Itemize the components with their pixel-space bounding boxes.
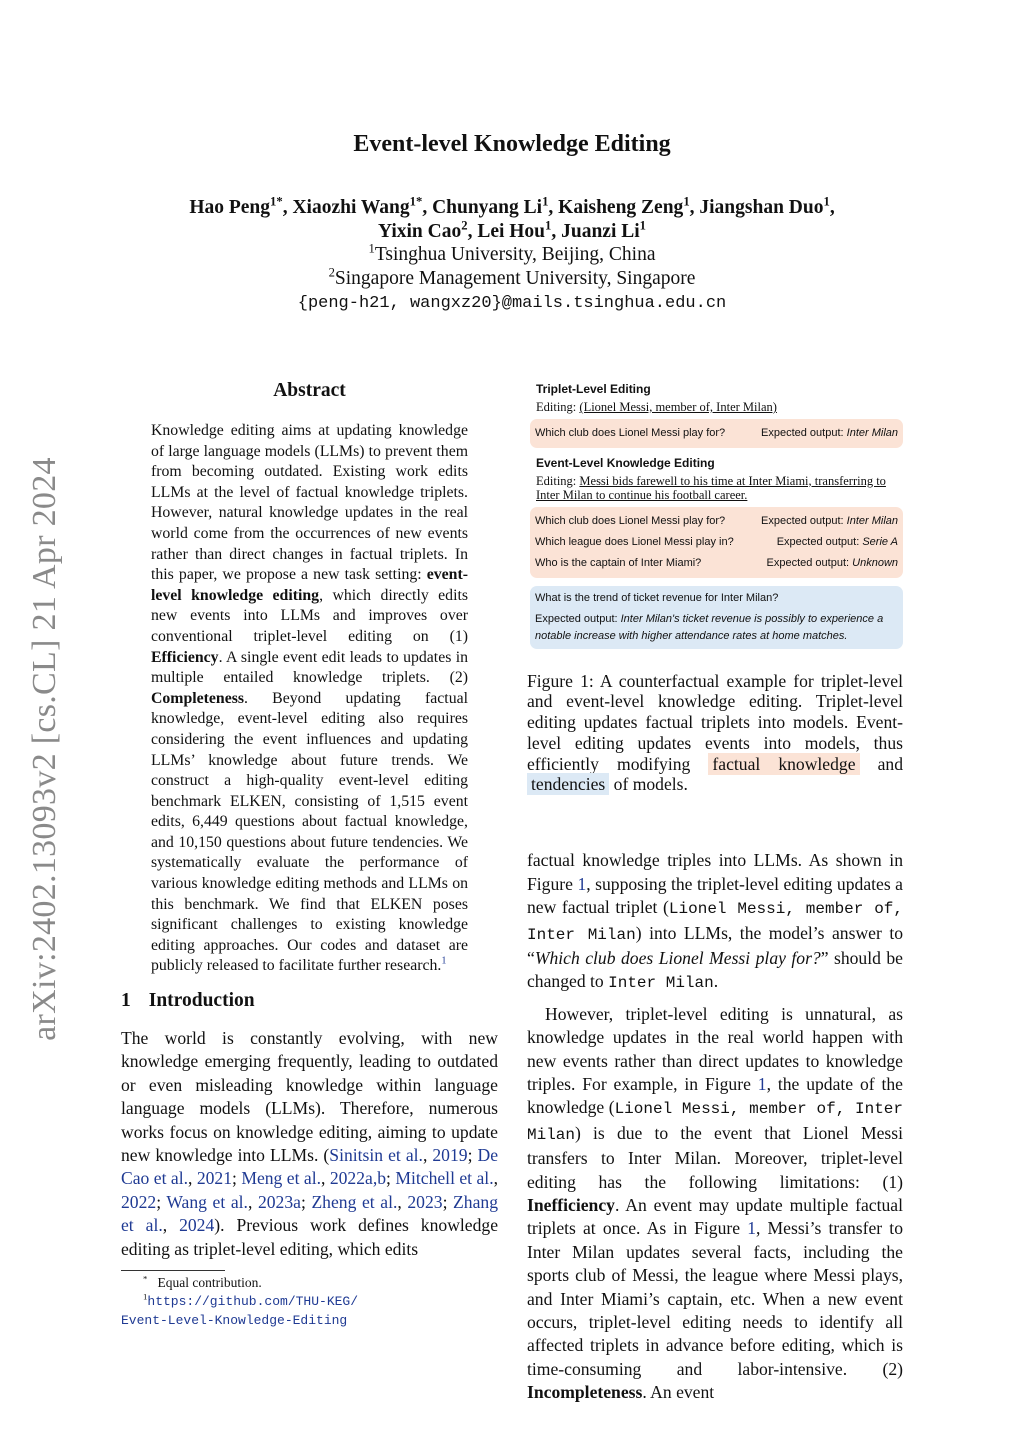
code-text: Inter Milan (608, 974, 714, 993)
text-run: . An event (642, 1382, 715, 1403)
citation-link[interactable]: 2022 (121, 1191, 157, 1212)
text-run: ; (467, 1145, 478, 1166)
text-run: The world is constantly evolving, with new knowledge emerging frequently, leading to outdated or even misleading knowledge within language language models (LLMs). Therefore, numerous works focus on knowledge editing, aiming to update new knowledge into LLMs. ( (121, 1028, 498, 1166)
citation-link[interactable]: Mitchell et al. (395, 1168, 494, 1189)
body-paragraph (527, 1003, 903, 1405)
abstract-body (151, 421, 468, 977)
author-affiliation-mark: 1* (409, 194, 423, 209)
citation-link[interactable]: 1 (757, 1073, 767, 1094)
text-run: ) is due to the event that Lionel Messi transfers to Inter Milan. Moreover, triplet-level editing has the following limitations: (1) (527, 1122, 903, 1192)
question-row (535, 532, 898, 553)
affiliation (0, 243, 1024, 267)
authors-line-2: Yixin Cao$^2$, Lei Hou$^1$, Juanzi Li$^1$ (377, 218, 646, 242)
citation-link[interactable]: Wang et al. (166, 1191, 248, 1212)
intro-paragraph (121, 1027, 498, 1261)
question-text: Who is the captain of Inter Miami? (535, 556, 702, 569)
abstract-heading: Abstract (273, 380, 346, 401)
text-run: and (859, 753, 903, 774)
text-run: ; (232, 1168, 242, 1189)
citation-link[interactable]: 1 (577, 873, 587, 894)
text-run: ) into LLMs, the model’s answer to “ (527, 922, 903, 968)
text-run: factual knowledge triples into LLMs. As shown in Figure (527, 850, 903, 894)
affiliation-mark: 2 (328, 265, 335, 280)
citation-link[interactable]: 2024 (179, 1215, 215, 1236)
text-run: , (397, 1191, 408, 1212)
question-row (535, 553, 898, 574)
expected-answer: Inter Milan (846, 426, 898, 439)
text-run: , supposing the triplet-level editing updates a new factual triplet ( (527, 873, 903, 918)
text-run: . A single event edit leads to updates in multiple entailed knowledge triplets. (2) (151, 648, 468, 687)
section-title: Introduction (148, 990, 255, 1012)
footnote-equal: * Equal contribution. (143, 1273, 262, 1291)
right-column (527, 380, 903, 1405)
footnote-url: $^1$https://github.com/THU-KEG/ Event-Level-Knowledge-Editing (121, 1291, 359, 1329)
author-email: {peng-h21, wangxz20}@mails.tsinghua.edu.cn (297, 294, 727, 313)
left-column (121, 379, 498, 1330)
author-affiliation-mark: 2 (461, 218, 468, 233)
author-affiliation-mark: 1 (823, 194, 830, 209)
citation-link[interactable]: Sinitsin et al. (329, 1145, 423, 1166)
citation-link[interactable]: 1 (747, 1218, 756, 1239)
footnote-mark[interactable]: 1 (441, 956, 447, 968)
italic-text: Which club does Lionel Messi play for? (534, 947, 821, 968)
expected-answer: Unknown (852, 556, 898, 569)
author-name: Yixin Cao (377, 220, 462, 242)
question-text: Which club does Lionel Messi play for? (535, 514, 726, 527)
body-paragraph (527, 849, 903, 995)
author-name: Xiaozhi Wang (292, 197, 410, 218)
code-text: Lionel Messi, member of, Inter Milan (527, 1100, 903, 1144)
expected-label: Expected output: (776, 535, 860, 548)
affiliation-name: Singapore Management University, Singapore (334, 267, 696, 289)
citation-link[interactable]: 2019 (432, 1145, 468, 1166)
expected-answer: Serie A (862, 535, 898, 548)
author-name: Lei Hou (477, 220, 546, 242)
bold-text: Completeness (151, 689, 245, 707)
github-link[interactable]: https://github.com/THU-KEG/ Event-Level-Knowledge-Editing (121, 1294, 359, 1329)
citation-link[interactable]: 2022a,b (329, 1168, 387, 1189)
text-run: , (422, 1145, 433, 1166)
section-heading-introduction (121, 989, 498, 1013)
footnotes (121, 1274, 498, 1330)
author-affiliation-mark: 1 (639, 218, 646, 233)
bold-text: Incompleteness (527, 1382, 643, 1403)
author-affiliation-mark: 1 (683, 194, 690, 209)
highlight-factual-knowledge: factual knowledge (708, 753, 859, 775)
citation-link[interactable]: Zhang et al. (121, 1191, 498, 1236)
citation-link[interactable]: Zheng et al. (311, 1191, 398, 1212)
text-run: ). Previous work defines knowledge editing as triplet-level editing, which edits (121, 1215, 499, 1259)
author-name: Chunyang Li (432, 197, 543, 218)
triplet-questions-box (530, 419, 903, 448)
citation-link[interactable]: Meng et al. (241, 1168, 321, 1189)
text-run: ; (386, 1168, 396, 1189)
text-run: , Messi’s transfer to Inter Milan updates several facts, including the sports club of Messi, the league where Messi plays, and Inter Miami’s captain, etc. When a new event occurs, triplet-level editing needs to identify all affected triplets in advance before editing, which is time-consuming and labor-intensive. (2) (527, 1218, 903, 1379)
affiliation (0, 267, 1024, 291)
question-text: Which league does Lionel Messi play in? (535, 535, 734, 548)
expected-output (761, 514, 898, 529)
question-row (535, 511, 898, 532)
text-run: , which directly edits new events into LLMs and improves over conventional triplet-level editing on (1) (151, 586, 468, 645)
expected-output (777, 535, 898, 550)
expected-label: Expected output: (761, 426, 844, 439)
citation-link[interactable]: 2021 (196, 1168, 232, 1189)
expected-label: Expected output: (766, 556, 850, 569)
figure-caption (527, 671, 903, 796)
citation-link[interactable]: 2023a (257, 1191, 301, 1212)
section-number: 1 (121, 990, 131, 1012)
text-run: . Beyond updating factual knowledge, event-level editing also requires considering the event influences and updating LLMs’ knowledge about future trends. We construct a high-quality event-level editing benchmark ELKEN, consisting of 1,515 event edits, 6,449 questions about factual knowledge, and 10,150 questions about future tendencies. We systematically evaluate the performance of various knowledge editing methods and LLMs on this benchmark. We find that ELKEN poses significant challenges to existing knowledge editing approaches. Our codes and dataset are publicly released to facilitate further research. (151, 689, 468, 975)
author-name: Kaisheng Zeng (558, 197, 684, 218)
event-questions-box (530, 507, 903, 578)
text-run: ; (442, 1191, 454, 1212)
text-run: However, triplet-level editing is unnatural, as knowledge updates in the real world happen with new events rather than direct updates to knowledge triples. For example, in Figure (527, 1003, 903, 1094)
text-run: Knowledge editing aims at updating knowledge of large language models (LLMs) to prevent them from becoming outdated. Existing work edits LLMs at the level of factual knowledge triplets. However, natural knowledge updates in the real world come from the occurrences of new events rather than direct changes in factual triplets. In this paper, we propose a new task setting: (151, 422, 468, 584)
highlight-tendencies: tendencies (527, 773, 609, 795)
bold-text: Efficiency (151, 648, 219, 666)
author-affiliation-mark: 1 (542, 194, 549, 209)
text-run: Figure 1: A counterfactual example for triplet-level and event-level knowledge editing. Triplet-level editing updates factual triplets into models. Event-level editing updates events into models, thus efficiently modifying (527, 670, 903, 774)
text-run: , (321, 1168, 330, 1189)
author-affiliation-mark: 1* (270, 194, 283, 209)
affiliations (0, 243, 1024, 290)
code-text: Lionel Messi, member of, Inter Milan (527, 900, 903, 944)
tendency-question: What is the trend of ticket revenue for Inter Milan? (535, 591, 779, 604)
bold-text: Inefficiency (527, 1194, 615, 1215)
text-run: ; (300, 1191, 312, 1212)
text-run: , (187, 1168, 197, 1189)
text-run: , (162, 1215, 180, 1236)
text-run: , (247, 1191, 258, 1212)
text-run: . An event may update multiple factual triplets at once. As in Figure (527, 1194, 903, 1239)
footnote-rule (121, 1270, 225, 1271)
text-run: , (493, 1168, 498, 1189)
event-heading: Event-Level Knowledge Editing (536, 455, 715, 470)
expected-label: Expected output: (761, 514, 844, 527)
bold-text: event-level knowledge editing (151, 566, 468, 604)
text-run: , the update of the knowledge ( (527, 1073, 903, 1118)
expected-output (761, 426, 898, 441)
triplet-edit: Editing: (Lionel Messi, member of, Inter Milan) (536, 400, 777, 414)
tendency-box (530, 586, 903, 649)
authors-line-1: Hao Peng$^{1*}$, Xiaozhi Wang$^{1*}$, Chunyang Li$^1$, Kaisheng Zeng$^1$, Jiangshan Duo$^1$, (189, 194, 835, 218)
arxiv-identifier: arXiv:2402.13093v2 [cs.CL] 21 Apr 2024 (26, 457, 63, 1041)
affiliation-mark: 1 (368, 241, 375, 256)
event-edit: Editing: Messi bids farewell to his time at Inter Miami, transferring to Inter Milan to continue his football career. (536, 473, 886, 502)
expected-answer: Inter Milan (846, 514, 898, 527)
author-name: Hao Peng (189, 197, 271, 218)
question-text: Which club does Lionel Messi play for? (535, 426, 726, 439)
text-run: of models. (609, 774, 688, 795)
tendency-answer: Expected output: Inter Milan's ticket revenue is possibly to experience a notable increase with higher attendance rates at home matches. (535, 612, 884, 642)
triplet-heading: Triplet-Level Editing (536, 382, 651, 396)
author-name: Jiangshan Duo (699, 197, 824, 218)
author-affiliation-mark: 1 (545, 218, 552, 233)
paper-title: Event-level Knowledge Editing (353, 131, 671, 157)
author-list (0, 196, 1024, 243)
author-name: Juanzi Li (561, 220, 640, 242)
text-run: ” should be changed to (527, 947, 903, 992)
question-row (535, 423, 898, 444)
citation-link[interactable]: 2023 (407, 1191, 443, 1212)
affiliation-name: Tsinghua University, Beijing, China (374, 244, 656, 265)
text-run: . (713, 971, 719, 992)
figure-1 (530, 382, 903, 649)
citation-link[interactable]: De Cao et al. (121, 1145, 499, 1189)
text-run: ; (156, 1191, 167, 1212)
expected-output (767, 556, 898, 571)
